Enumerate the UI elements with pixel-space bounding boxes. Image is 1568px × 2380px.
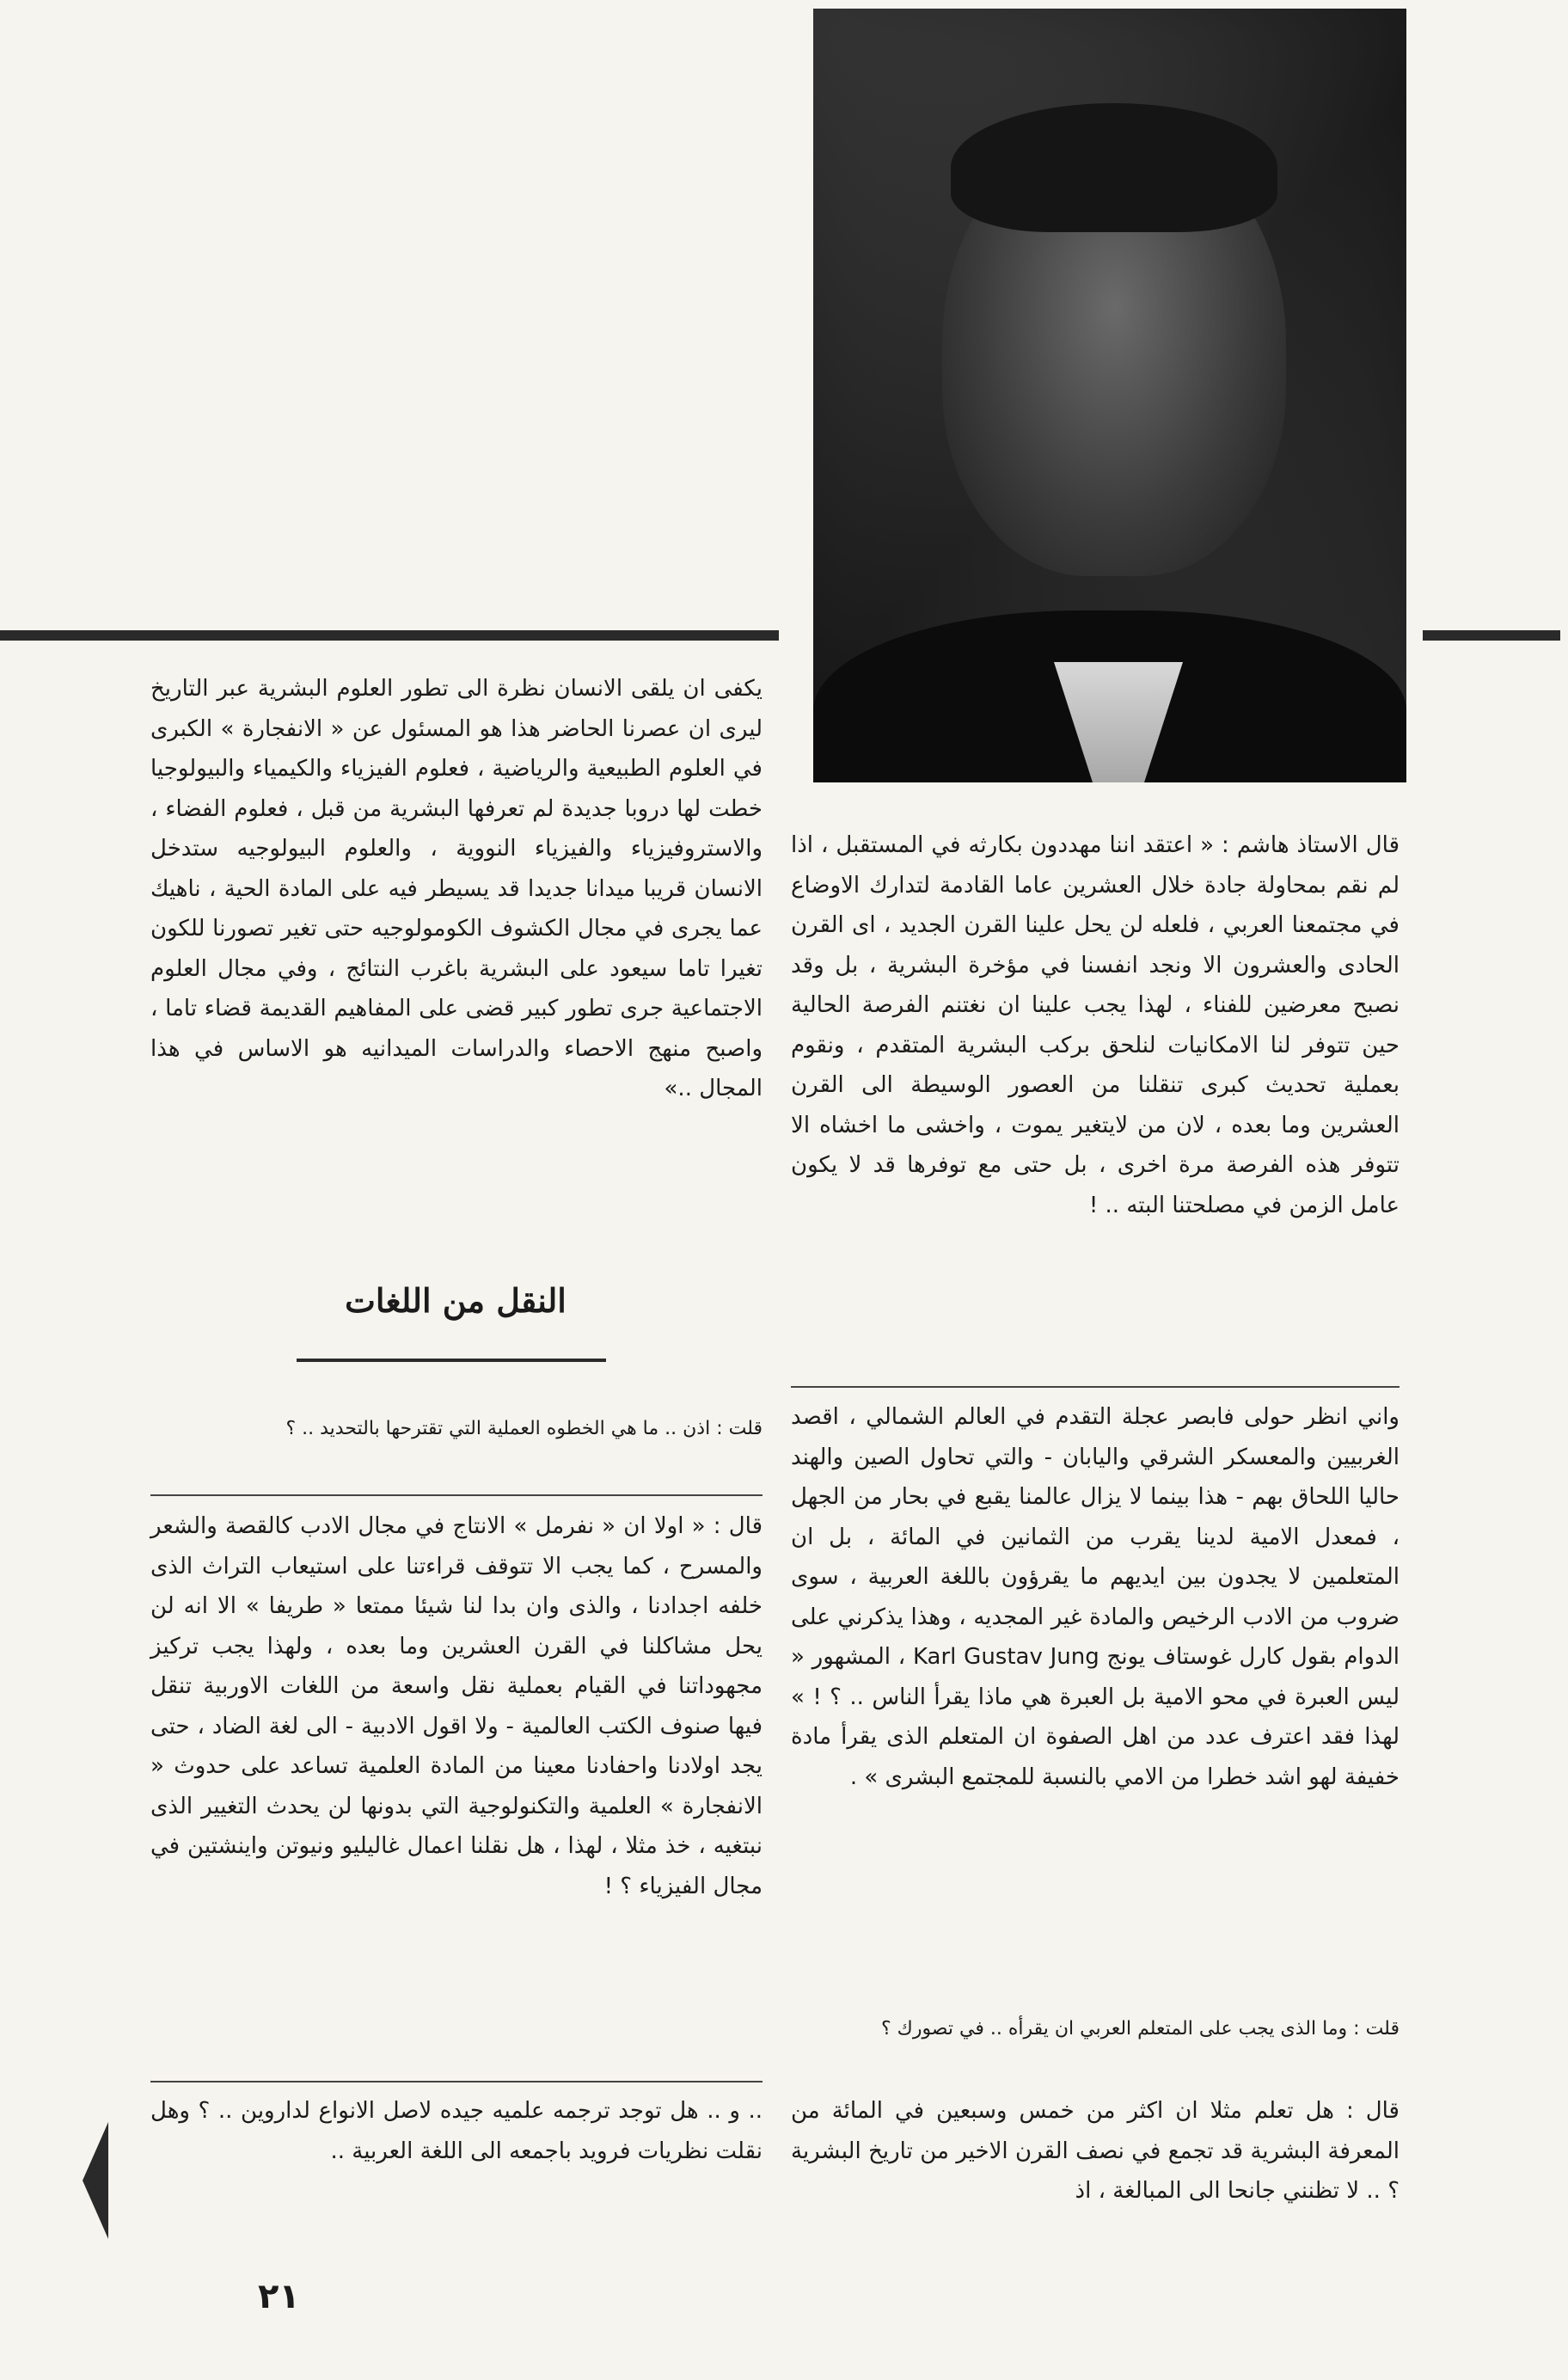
right-paragraph-1: قال الاستاذ هاشم : « اعتقد اننا مهددون بكارثه في المستقبل ، اذا لم نقم بمحاولة جادة خلال العشرين عاما القادمة لتدارك الاوضاع في مجتمعنا العربي ، فلعله لن يحل علينا القرن الجديد ، اى القرن الحادى والعشرون الا ونجد انفسنا في مؤخرة البشرية ، بل وقد نصبح معرضين للفناء ، لهذا يجب علينا ان نغتنم الفرصة الحالية حين تتوفر لنا الامكانيات لنلحق بركب البشرية المتقدم ، ونقوم بعملية تحديث كبرى تنقلنا من العصور الوسيطة الى القرن العشرين وما بعده ، لان من لايتغير يموت ، واخشى ما اخشاه الا تتوفر هذه الفرصة مرة اخرى ، بل حتى مع توفرها قد لا يكون عامل الزمن في مصلحتنا البته .. ! bbox=[791, 832, 1400, 1218]
page-arrow-icon bbox=[83, 2122, 108, 2239]
right-paragraph-2: واني انظر حولى فابصر عجلة التقدم في العالم الشمالي ، اقصد الغربيين والمعسكر الشرقي واليابان - والتي تحاول الصين والهند حاليا اللحاق بهم - هذا بينما لا يزال عالمنا يقبع في بحار من الجهل ، فمعدل الامية لدينا يقرب من الثمانين في المائة ، بل ان المتعلمين لا يجدون بين ايديهم ما يقرؤون باللغة العربية ، سوى ضروب من الادب الرخيص والمادة غير المجديه ، وهذا يذكرني على الدوام بقول كارل غوستاف يونج Karl Gustav Jung ، المشهور « ليس العبرة في محو الامية بل العبرة هي ماذا يقرأ الناس .. ؟ ! » لهذا فقد اعترف عدد من اهل الصفوة ان المتعلم الذى يقرأ مادة خفيفة لهو اشد خطرا من الامي بالنسبة للمجتمع البشرى » . bbox=[791, 1404, 1400, 1790]
left-question-1: قلت : اذن .. ما هي الخطوه العملية التي تقترحها بالتحديد .. ؟ bbox=[285, 1418, 763, 1439]
left-column-divider bbox=[150, 1494, 763, 1496]
section-heading-underline bbox=[297, 1359, 606, 1362]
section-heading: النقل من اللغات bbox=[345, 1281, 567, 1320]
left-column-middle bbox=[150, 1506, 763, 1906]
page-number: ٢١ bbox=[258, 2277, 300, 2316]
horizontal-rule-right bbox=[1423, 630, 1560, 641]
left-paragraph-3: .. و .. هل توجد ترجمه علميه جيده لاصل الانواع لداروين .. ؟ وهل نقلت نظريات فرويد باجمعه الى اللغة العربية .. bbox=[150, 2098, 763, 2164]
left-column-bottom bbox=[150, 2091, 763, 2171]
right-column-divider bbox=[791, 1386, 1400, 1388]
right-paragraph-3: قال : هل تعلم مثلا ان اكثر من خمس وسبعين في المائة من المعرفة البشرية قد تجمع في نصف القرن الاخير من تاريخ البشرية ؟ .. لا تظنني جانحا الى المبالغة ، اذ bbox=[791, 2098, 1400, 2204]
left-question bbox=[150, 1410, 763, 1448]
portrait-photo bbox=[813, 9, 1406, 782]
portrait-hair bbox=[951, 103, 1277, 232]
left-paragraph-2: قال : « اولا ان « نفرمل » الانتاج في مجال الادب كالقصة والشعر والمسرح ، كما يجب الا تتوقف قراءتنا على استيعاب التراث الذى خلفه اجدادنا ، والذى وان بدا لنا شيئا ممتعا « طريفا » الا انه لن يحل مشاكلنا في القرن العشرين وما بعده ، ولهذا يجب تركيز مجهوداتنا في القيام بعملية نقل واسعة من اللغات الاوربية تنقل فيها صنوف الكتب العالمية - ولا اقول الادبية - الى لغة الضاد ، حتى يجد اولادنا واحفادنا معينا من المادة العلمية تساعد على حدوث « الانفجارة » العلمية والتكنولوجية التي بدونها لن يحدث التغيير الذى نبتغيه ، خذ مثلا ، لهذا ، هل نقلنا اعمال غاليليو ونيوتن واينشتين في مجال الفيزياء ؟ ! bbox=[150, 1513, 763, 1899]
right-question-1: قلت : وما الذى يجب على المتعلم العربي ان يقرأه .. في تصورك ؟ bbox=[881, 2018, 1400, 2040]
right-question bbox=[791, 2010, 1400, 2048]
left-column bbox=[150, 669, 763, 1109]
right-column bbox=[791, 825, 1400, 1225]
horizontal-rule-left bbox=[0, 630, 779, 641]
right-column-bottom bbox=[791, 2091, 1400, 2211]
right-column-lower bbox=[791, 1397, 1400, 1797]
left-paragraph-1: يكفى ان يلقى الانسان نظرة الى تطور العلوم البشرية عبر التاريخ ليرى ان عصرنا الحاضر هذا هو المسئول عن « الانفجارة » الكبرى في العلوم الطبيعية والرياضية ، فعلوم الفيزياء والكيمياء والبيولوجيا خطت لها دروبا جديدة لم تعرفها البشرية من قبل ، فعلوم الفضاء ، والاستروفيزياء والفيزياء النووية ، والعلوم البيولوجيه ستدخل الانسان قريبا ميدانا جديدا قد يسيطر فيه على المادة الحية ، ناهيك عما يجرى في مجال الكشوف الكومولوجيه حتى تغير تصورنا للكون تغيرا تاما سيعود على البشرية باغرب النتائج ، وفي مجال العلوم الاجتماعية جرى تطور كبير قضى على المفاهيم القديمة قضاء تاما ، واصبح منهج الاحصاء والدراسات الميدانيه هو الاساس في هذا المجال ..» bbox=[150, 676, 763, 1101]
left-column-divider-2 bbox=[150, 2081, 763, 2082]
